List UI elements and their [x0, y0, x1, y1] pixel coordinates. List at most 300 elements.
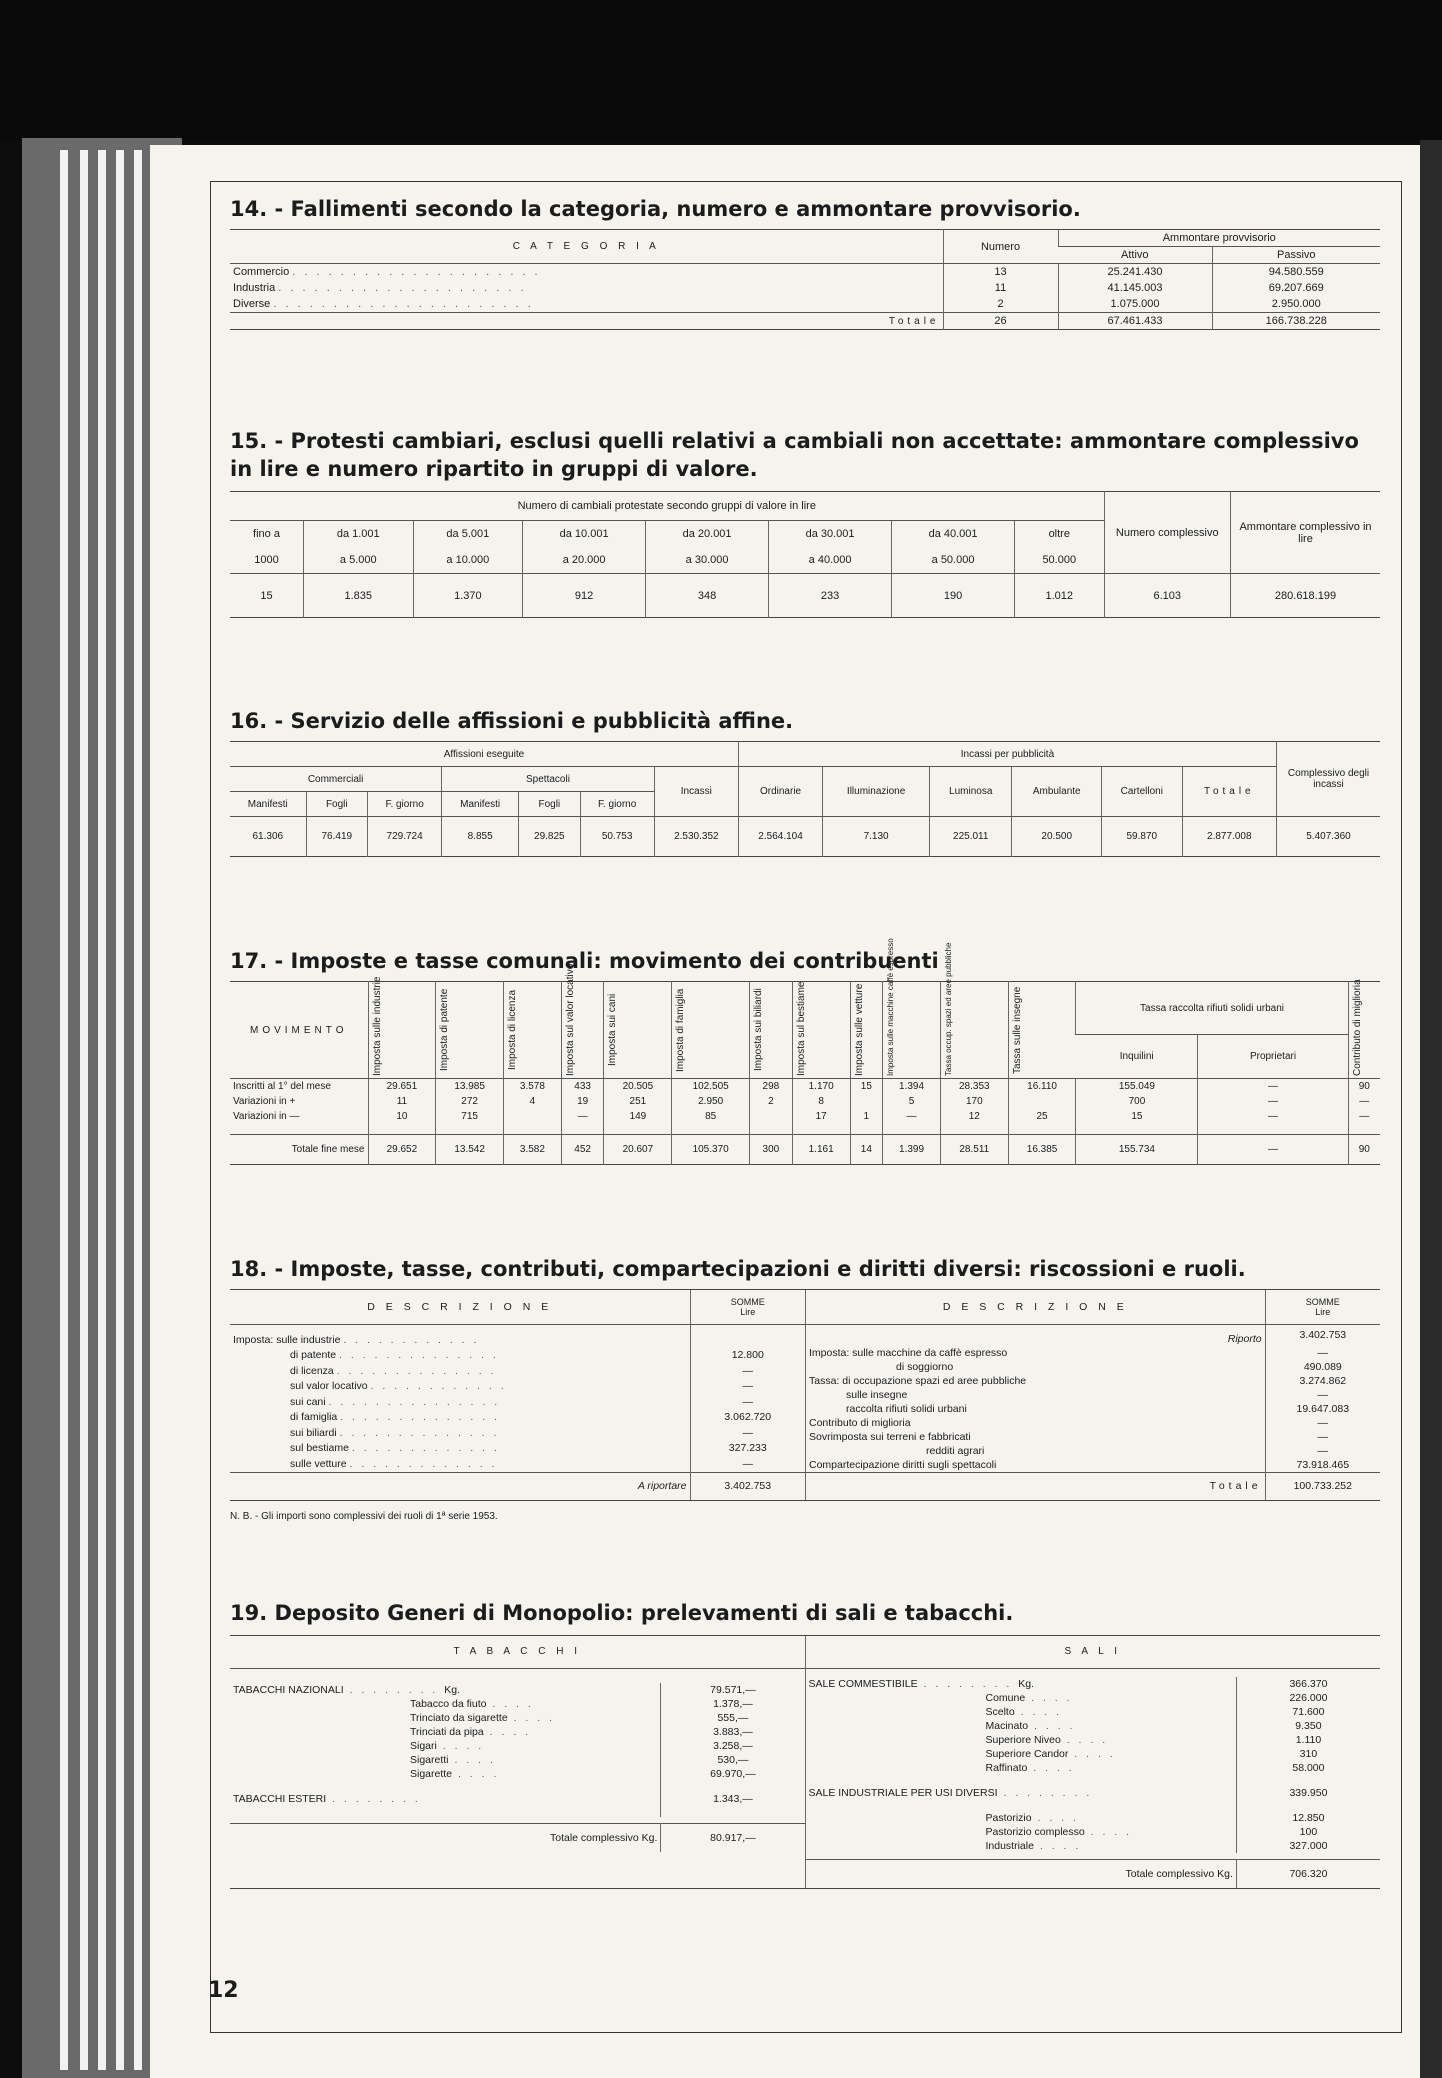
col-tassa-rifiuti: Tassa raccolta rifiuti solidi urbani [1076, 982, 1348, 1035]
page-edge-line [98, 150, 106, 2070]
row-desc: Imposta: sulle macchine da caffè espresso [809, 1346, 1008, 1359]
imposta-prefix: Imposta: [233, 1333, 274, 1346]
cell: 26 [943, 313, 1058, 330]
row-value: — [1265, 1388, 1380, 1402]
total-value: 706.320 [1236, 1860, 1380, 1888]
item-desc: Pastorizio [985, 1812, 1032, 1824]
cell [750, 1109, 793, 1124]
col-categoria: C A T E G O R I A [230, 230, 943, 264]
group-from: da 40.001 [892, 521, 1015, 548]
document-page [150, 145, 1420, 2078]
col-fogli: Fogli [306, 792, 367, 817]
cell: 13.542 [436, 1134, 504, 1164]
cell: 8 [792, 1094, 850, 1109]
cell: 29.825 [519, 817, 580, 857]
col-incassi-per: Incassi per pubblicità [738, 742, 1276, 767]
item-desc: Trinciato da sigarette [410, 1712, 508, 1724]
cell: 225.011 [930, 817, 1012, 857]
item-desc: Scelto [985, 1706, 1015, 1718]
group-from: da 20.001 [646, 521, 769, 548]
tabacchi-list [230, 1683, 805, 1817]
section-15-title: 15. - Protesti cambiari, esclusi quelli relativi a cambiali non accettate: ammontare complessivo in lire e numero ripartito in gruppi di valore. [230, 429, 1359, 481]
row-value: 327.233 [690, 1440, 805, 1455]
col-manifesti: Manifesti [230, 792, 306, 817]
section-18-title: 18. - Imposte, tasse, contributi, compartecipazioni e diritti diversi: riscossioni e ruoli. [230, 1257, 1246, 1281]
list-item: Macinato . . . . 9.350 [806, 1719, 1381, 1733]
cell: 13 [943, 264, 1058, 281]
total-label: Totale fine mese [230, 1134, 368, 1164]
cell: 1.394 [883, 1079, 941, 1095]
cell: 348 [646, 574, 769, 618]
col-ordinarie: Ordinarie [738, 767, 822, 817]
row-desc: sul bestiame [290, 1442, 349, 1455]
cell: 300 [750, 1134, 793, 1164]
cell: 1.399 [883, 1134, 941, 1164]
row-value: 3.274.862 [1265, 1374, 1380, 1388]
cell: 28.511 [940, 1134, 1008, 1164]
group-from: da 10.001 [523, 521, 646, 548]
item-desc: Macinato [985, 1720, 1029, 1732]
cell: 1.161 [792, 1134, 850, 1164]
cell [850, 1094, 883, 1109]
cell: 14 [850, 1134, 883, 1164]
row-value: 12.800 [690, 1348, 805, 1363]
section-18 [230, 1255, 1380, 1522]
page-edge-line [134, 150, 142, 2070]
cell: 16.385 [1008, 1134, 1076, 1164]
cell: — [883, 1109, 941, 1124]
section-16-title: 16. - Servizio delle affissioni e pubblicità affine. [230, 709, 794, 733]
item-value: 339.950 [1236, 1775, 1380, 1811]
col-head: Imposta sul valor locativo [564, 963, 576, 1076]
item-desc: Sigaretti [410, 1754, 449, 1766]
cell: 1.012 [1015, 574, 1104, 618]
cell: — [1198, 1134, 1348, 1164]
row-desc: raccolta rifiuti solidi urbani [846, 1402, 967, 1415]
col-ammontare: Ammontare provvisorio [1058, 230, 1380, 247]
row-value: — [690, 1379, 805, 1394]
item-value: 100 [1236, 1825, 1380, 1839]
group-from: oltre [1015, 521, 1104, 548]
cell: 11 [943, 280, 1058, 296]
col-complessivo: Complessivo degli incassi [1277, 742, 1381, 817]
table-row [230, 1079, 1380, 1095]
group-to: a 30.000 [646, 547, 769, 574]
item-desc: SALE COMMESTIBILE [808, 1678, 918, 1690]
row-value: — [1265, 1444, 1380, 1458]
col-fgiorno: F. giorno [368, 792, 442, 817]
col-head: Imposta sulle macchine caffè espresso [886, 938, 896, 1076]
row-value: — [690, 1363, 805, 1378]
group-from: da 5.001 [413, 521, 523, 548]
cell: 2 [943, 296, 1058, 313]
table-affissioni [230, 741, 1380, 857]
item-value: 1.343,— [661, 1781, 805, 1817]
list-item: Tabacco da fiuto . . . . 1.378,— [230, 1697, 805, 1711]
group-to: 1000 [230, 547, 303, 574]
list-item: Pastorizio . . . . 12.850 [806, 1811, 1381, 1825]
row-value [690, 1324, 805, 1348]
item-desc: Raffinato [985, 1762, 1028, 1774]
group-to: a 5.000 [303, 547, 413, 574]
row-desc: sul valor locativo [290, 1380, 368, 1393]
col-head: Tassa sulle insegne [1011, 986, 1023, 1074]
col-head: Tassa occup. spazi ed aree pubbliche [943, 942, 953, 1076]
list-item: Sigari . . . . 3.258,— [230, 1739, 805, 1753]
list-item: Sigarette . . . . 69.970,— [230, 1767, 805, 1781]
row-desc: sulle vetture [290, 1457, 347, 1470]
row-desc: Riporto [1227, 1332, 1262, 1345]
group-to: a 20.000 [523, 547, 646, 574]
cell: 298 [750, 1079, 793, 1095]
cell: — [1198, 1109, 1348, 1124]
col-cartelloni: Cartelloni [1102, 767, 1183, 817]
cell: 85 [672, 1109, 750, 1124]
row-desc: Contributo di miglioria [809, 1416, 911, 1429]
row-value: 3.062.720 [690, 1410, 805, 1425]
group-to: a 50.000 [892, 547, 1015, 574]
item-desc: Sigari [410, 1740, 437, 1752]
row-desc: sui cani [290, 1395, 326, 1408]
cell: 233 [769, 574, 892, 618]
col-descrizione: D E S C R I Z I O N E [806, 1290, 1266, 1324]
page-edge-line [80, 150, 88, 2070]
col-ammontare-complessivo: Ammontare complessivo in lire [1231, 492, 1381, 574]
section-19 [230, 1599, 1380, 1889]
section-14-title: 14. - Fallimenti secondo la categoria, numero e ammontare provvisorio. [230, 197, 1081, 221]
cell: 11 [368, 1094, 436, 1109]
cell: 2 [750, 1094, 793, 1109]
cell: 6.103 [1104, 574, 1231, 618]
table-row: Industria . . . . . . . . . . . . . . . . . . . . . 11 41.145.003 69.207.669 [230, 280, 1380, 296]
cell-cat: Diverse [233, 298, 271, 310]
cell: 28.353 [940, 1079, 1008, 1095]
cell: 1.075.000 [1058, 296, 1212, 313]
col-head: Imposta sui cani [607, 993, 619, 1067]
row-value: 73.918.465 [1265, 1458, 1380, 1473]
cell: 12 [940, 1109, 1008, 1124]
group-to: a 40.000 [769, 547, 892, 574]
cell: 700 [1076, 1094, 1198, 1109]
col-illuminazione: Illuminazione [823, 767, 930, 817]
col-attivo: Attivo [1058, 247, 1212, 264]
col-numero: Numero [943, 230, 1058, 264]
totale-value: 100.733.252 [1265, 1472, 1380, 1500]
right-shadow [1420, 140, 1442, 2078]
total-value: 80.917,— [661, 1824, 805, 1852]
cell: 1.370 [413, 574, 523, 618]
col-passivo: Passivo [1212, 247, 1380, 264]
cell: 190 [892, 574, 1015, 618]
row-value: — [690, 1425, 805, 1440]
cell-cat: Industria [233, 282, 276, 294]
cell: 15 [850, 1079, 883, 1095]
monopolio-table [230, 1635, 1380, 1889]
item-desc: Trinciati da pipa [410, 1726, 484, 1738]
cell: 105.370 [672, 1134, 750, 1164]
col-ambulante: Ambulante [1012, 767, 1102, 817]
row-desc: Tassa: di occupazione spazi ed aree pubbliche [809, 1374, 1027, 1387]
item-value: 327.000 [1236, 1839, 1380, 1853]
item-value: 530,— [661, 1753, 805, 1767]
dark-background [0, 0, 1442, 140]
cell: 90 [1348, 1079, 1380, 1095]
list-item: Raffinato . . . . 58.000 [806, 1761, 1381, 1775]
col-fgiorno: F. giorno [580, 792, 654, 817]
col-head: Imposta di licenza [507, 989, 519, 1071]
cell: 29.652 [368, 1134, 436, 1164]
cell: 2.877.008 [1182, 817, 1276, 857]
list-item: Pastorizio complesso . . . . 100 [806, 1825, 1381, 1839]
row-label: Inscritti al 1° del mese [233, 1081, 331, 1092]
row-value: — [690, 1394, 805, 1409]
cell [504, 1109, 562, 1124]
cell [1008, 1094, 1076, 1109]
row-desc: sui biliardi [290, 1426, 337, 1439]
col-head: Imposta sui biliardi [753, 988, 765, 1072]
table-row [230, 1094, 1380, 1109]
item-value: 3.883,— [661, 1725, 805, 1739]
item-value: 58.000 [1236, 1761, 1380, 1775]
note: N. B. - Gli importi sono complessivi dei ruoli di 1ª serie 1953. [230, 1511, 498, 1522]
item-desc: Superiore Niveo [985, 1734, 1061, 1746]
table-protesti [230, 491, 1380, 618]
cell: 1.170 [792, 1079, 850, 1095]
cell: 29.651 [368, 1079, 436, 1095]
cell: 61.306 [252, 831, 284, 842]
row-desc: sulle industrie [276, 1333, 341, 1346]
row-value: — [1265, 1346, 1380, 1360]
row-label: Variazioni in + [233, 1096, 296, 1107]
section-19-title: 19. Deposito Generi di Monopolio: prelevamenti di sali e tabacchi. [230, 1601, 1014, 1625]
item-value: 555,— [661, 1711, 805, 1725]
cell: 59.870 [1102, 817, 1183, 857]
group-to: 50.000 [1015, 547, 1104, 574]
list-item: TABACCHI NAZIONALI . . . . . . . . Kg. 79.571,— [230, 1683, 805, 1697]
cell: — [1198, 1094, 1348, 1109]
row-value: — [1265, 1416, 1380, 1430]
cell: 155.049 [1076, 1079, 1198, 1095]
list-item: Comune . . . . 226.000 [806, 1691, 1381, 1705]
row-desc: sulle insegne [846, 1388, 908, 1401]
cell: 20.607 [604, 1134, 672, 1164]
cell: — [1198, 1079, 1348, 1095]
cell: 912 [523, 574, 646, 618]
item-value: 366.370 [1236, 1677, 1380, 1691]
item-value: 310 [1236, 1747, 1380, 1761]
sali-total [806, 1859, 1381, 1888]
section-17-title: 17. - Imposte e tasse comunali: movimento dei contribuenti [230, 949, 939, 973]
cell: 5.407.360 [1277, 817, 1381, 857]
cell: 20.500 [1012, 817, 1102, 857]
page-number: 12 [208, 1978, 239, 2003]
a-riportare-value: 3.402.753 [690, 1472, 805, 1500]
cell: 280.618.199 [1231, 574, 1381, 618]
col-manifesti: Manifesti [442, 792, 519, 817]
col-lire: Lire [740, 1306, 756, 1317]
col-totale: Totale [1182, 767, 1276, 817]
item-desc: Comune [985, 1692, 1026, 1704]
item-value: 79.571,— [661, 1683, 805, 1697]
riscossioni-table [230, 1289, 1380, 1501]
cell: 17 [792, 1109, 850, 1124]
cell: 2.530.352 [654, 817, 738, 857]
item-value: 69.970,— [661, 1767, 805, 1781]
totale-label: Totale [806, 1472, 1266, 1500]
col-head: Imposta di patente [439, 988, 451, 1072]
item-desc: TABACCHI NAZIONALI [233, 1684, 344, 1696]
col-lire: Lire [1315, 1306, 1331, 1317]
col-luminosa: Luminosa [930, 767, 1012, 817]
sali-list [806, 1677, 1381, 1853]
col-contributo: Contributo di miglioria [1351, 979, 1363, 1076]
col-head: Imposta sul bestiame [795, 981, 807, 1076]
item-desc: Sigarette [410, 1768, 453, 1780]
cell: 20.505 [604, 1079, 672, 1095]
item-value: 71.600 [1236, 1705, 1380, 1719]
row-desc: di patente [290, 1349, 337, 1362]
list-item: Trinciati da pipa . . . . 3.883,— [230, 1725, 805, 1739]
table-row [230, 817, 1380, 857]
item-value: 9.350 [1236, 1719, 1380, 1733]
col-sali: S A L I [806, 1636, 1381, 1669]
tabacchi-panel [230, 1636, 805, 1888]
item-value: 3.258,— [661, 1739, 805, 1753]
col-numero-complessivo: Numero complessivo [1104, 492, 1231, 574]
item-desc: Superiore Candor [985, 1748, 1069, 1760]
row-value: — [1265, 1430, 1380, 1444]
table-row [230, 1109, 1380, 1124]
riscossioni-right [805, 1290, 1380, 1500]
item-unit: Kg. [1018, 1678, 1034, 1690]
cell: 41.145.003 [1058, 280, 1212, 296]
col-head: Imposta sulle vetture [853, 983, 865, 1076]
cell: — [1348, 1094, 1380, 1109]
col-spettacoli: Spettacoli [442, 767, 655, 792]
col-head: Imposta sulle industrie [371, 976, 383, 1076]
cell: 102.505 [672, 1079, 750, 1095]
cell: 5 [883, 1094, 941, 1109]
cell: 170 [940, 1094, 1008, 1109]
col-proprietari: Proprietari [1198, 1035, 1348, 1079]
table-row: Diverse . . . . . . . . . . . . . . . . . . . . . . 2 1.075.000 2.950.000 [230, 296, 1380, 313]
col-somme: SOMME [730, 1296, 765, 1307]
cell: 19 [561, 1094, 604, 1109]
item-desc: Pastorizio complesso [985, 1826, 1085, 1838]
item-value: 1.110 [1236, 1733, 1380, 1747]
col-inquilini: Inquilini [1076, 1035, 1198, 1079]
cell: 13.985 [436, 1079, 504, 1095]
cell: 90 [1348, 1134, 1380, 1164]
cell: 2.564.104 [738, 817, 822, 857]
total-row [230, 313, 1380, 330]
list-item: Superiore Candor . . . . 310 [806, 1747, 1381, 1761]
cell: 1.835 [303, 574, 413, 618]
col-somme: SOMME [1305, 1296, 1340, 1307]
cell: 25 [1008, 1109, 1076, 1124]
group-from: fino a [253, 528, 280, 540]
cell: 15 [1076, 1109, 1198, 1124]
row-desc: Sovrimposta sui terreni e fabbricati [809, 1430, 971, 1443]
item-desc: TABACCHI ESTERI [233, 1793, 327, 1805]
row-desc: di soggiorno [896, 1360, 954, 1373]
total-label: Totale complessivo Kg. [549, 1831, 658, 1844]
page-edge-line [116, 150, 124, 2070]
total-label: Totale complessivo Kg. [1125, 1867, 1233, 1880]
list-item: Scelto . . . . 71.600 [806, 1705, 1381, 1719]
item-desc: Industriale [985, 1840, 1034, 1852]
cell: — [561, 1109, 604, 1124]
cell: 433 [561, 1079, 604, 1095]
cell: 251 [604, 1094, 672, 1109]
section-16 [230, 707, 1380, 857]
col-descrizione: D E S C R I Z I O N E [230, 1290, 690, 1324]
item-value: 226.000 [1236, 1691, 1380, 1705]
cell: 166.738.228 [1212, 313, 1380, 330]
total-label: Totale [230, 313, 943, 330]
cell: 1 [850, 1109, 883, 1124]
cell: 94.580.559 [1212, 264, 1380, 281]
list-item: Trinciato da sigarette . . . . 555,— [230, 1711, 805, 1725]
riscossioni-left: D E S C R I Z I O N E SOMME Lire Imposta: sulle industrie . . . . . . . . . . . . di patente . . . . . . . . . . . . . . 12.800 di licenza . . . . . . . . . . . . . . — sul valor locativo . . . . . . . . . . . . — sui cani . . . . . . . . . . . . . . . — di famiglia . . . . . . . . . . . . . . 3.062.720 sui biliardi . . . . . . . . . . . . . . — sul bestiame . . . . . . . . . . . . . 327.233 sulle vetture . . . . . . . . . . . . . — A riportare 3.402.753 [230, 1290, 805, 1500]
row-desc: Compartecipazione diritti sugli spettacoli [809, 1458, 997, 1471]
list-item: TABACCHI ESTERI . . . . . . . . 1.343,— [230, 1781, 805, 1817]
cell: 155.734 [1076, 1134, 1198, 1164]
col-commerciali: Commerciali [230, 767, 442, 792]
cell: 50.753 [580, 817, 654, 857]
cell: 16.110 [1008, 1079, 1076, 1095]
cell: 67.461.433 [1058, 313, 1212, 330]
cell: 4 [504, 1094, 562, 1109]
cell: 69.207.669 [1212, 280, 1380, 296]
cell: 2.950.000 [1212, 296, 1380, 313]
cell: 3.578 [504, 1079, 562, 1095]
table-row: Commercio . . . . . . . . . . . . . . . . . . . . . 13 25.241.430 94.580.559 [230, 264, 1380, 281]
cell: 76.419 [306, 817, 367, 857]
list-item: SALE INDUSTRIALE PER USI DIVERSI . . . . . . . . 339.950 [806, 1775, 1381, 1811]
section-14 [230, 195, 1380, 330]
col-tabacchi: T A B A C C H I [230, 1636, 805, 1669]
section-17 [230, 938, 1380, 1165]
cell: 452 [561, 1134, 604, 1164]
cell: 2.950 [672, 1094, 750, 1109]
item-value: 12.850 [1236, 1811, 1380, 1825]
col-head: Imposta di famiglia [675, 988, 687, 1072]
cell: 25.241.430 [1058, 264, 1212, 281]
cell: 272 [436, 1094, 504, 1109]
page-edge-line [60, 150, 68, 2070]
tabacchi-total [230, 1823, 805, 1852]
table-row [230, 574, 1380, 618]
a-riportare-label: A riportare [230, 1472, 690, 1500]
col-gruppi: Numero di cambiali protestate secondo gruppi di valore in lire [230, 492, 1104, 521]
row-value: 19.647.083 [1265, 1402, 1380, 1416]
table-fallimenti [230, 229, 1380, 330]
cell: 15 [260, 589, 273, 602]
row-desc: redditi agrari [926, 1444, 985, 1457]
item-value: 1.378,— [661, 1697, 805, 1711]
cell: 7.130 [823, 817, 930, 857]
row-desc: di licenza [290, 1364, 334, 1377]
list-item: SALE COMMESTIBILE . . . . . . . . Kg. 366.370 [806, 1677, 1381, 1691]
section-15 [230, 427, 1380, 618]
row-value: — [690, 1456, 805, 1472]
item-desc: Tabacco da fiuto [410, 1698, 487, 1710]
cell: 3.582 [504, 1134, 562, 1164]
cell: 729.724 [368, 817, 442, 857]
row-desc: di famiglia [290, 1411, 338, 1424]
cell: — [1348, 1109, 1380, 1124]
